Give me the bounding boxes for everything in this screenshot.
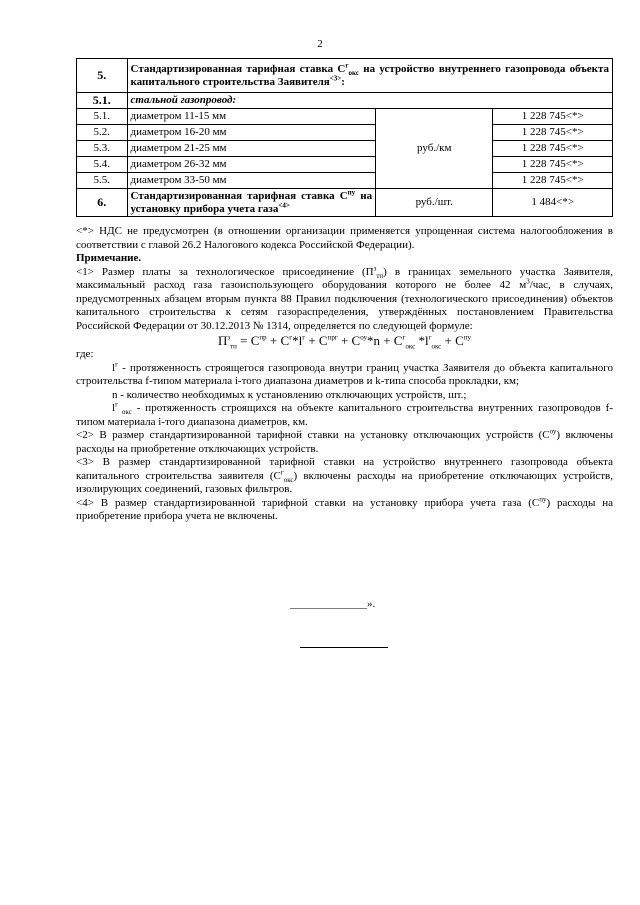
closing-line: ______________». <box>290 598 376 610</box>
row-description: диаметром 21-25 мм <box>127 141 376 157</box>
vat-note: <*> НДС не предусмотрен (в отношении организации применяется упрощенная система налогообложения в соответствии с главой 26.2 Налогового кодекса Российской Федерации). <box>76 225 613 251</box>
table-row <box>77 125 613 141</box>
value-cell: 1 484<*> <box>493 189 613 217</box>
table-row <box>77 157 613 173</box>
notes-section <box>76 225 613 524</box>
row-description: диаметром 16-20 мм <box>127 125 376 141</box>
value-cell: 1 228 745<*> <box>493 141 613 157</box>
note-4: <4> В размер стандартизированной тарифной ставки на установку прибора учета газа $(С^{пу})$ расходы на приобретение прибора учета не включены. <box>76 494 614 522</box>
row-number: 5.5. <box>77 173 128 189</box>
row-description: диаметром 33-50 мм <box>127 173 376 189</box>
row-number: 6. <box>77 189 128 217</box>
note-3: <3> В размер стандартизированной тарифной ставки на устройство внутреннего газопровода объекта капитального строительства заявителя $(С^г_{окс})$ включены расходы на приобретение отключающих устройств, изолирующих соединений, газовых фильтров. <box>76 456 613 495</box>
table-row <box>77 173 613 189</box>
where-label: где: <box>76 348 94 360</box>
unit-cell: руб./шт. <box>376 189 493 217</box>
row-description: диаметром 26-32 мм <box>127 157 376 173</box>
value-cell: 1 228 745<*> <box>493 173 613 189</box>
row-number: 5.1. <box>77 109 128 125</box>
row-number: 5.1. <box>77 93 128 109</box>
definition-2: n - количество необходимых к установлению отключающих устройств, шт.; <box>112 388 467 401</box>
row-number: 5.4. <box>77 157 128 173</box>
table-row <box>77 93 613 109</box>
row-number: 5.3. <box>77 141 128 157</box>
table-row <box>77 59 613 93</box>
row-description: диаметром 11-15 мм <box>127 109 376 125</box>
unit-cell: руб./км <box>376 109 493 189</box>
value-cell: 1 228 745<*> <box>493 109 613 125</box>
page-number: 2 <box>317 38 323 50</box>
row-number: 5.2. <box>77 125 128 141</box>
definition-1: $l^г$ - протяженность строящегося газопровода внутри границ участка Заявителя до объекта капитального строительства f-типом материала i-того диапазона диаметров и k-типа способа прокладки, км; <box>76 359 613 387</box>
table-row <box>77 189 613 217</box>
value-cell: 1 228 745<*> <box>493 157 613 173</box>
formula: $П^з_{тп} = С^{пр} + С^г*l^г + С^{прг} + С^{оу}*n + С^г_{окс}$ $*l^г_{окс} + С^{пу}$ <box>217 333 472 351</box>
row-description: Стандартизированная тарифная ставка $С^г_{окс}$ на устройство внутреннего газопровода объекта капитального строительства Заявителя$^{<3>}$: <box>127 59 612 93</box>
note-2: <2> В размер стандартизированной тарифной ставки на установку отключающих устройств $(С^{оу})$ включены расходы на приобретение отключающих устройств. <box>76 427 614 455</box>
row-description: стальной газопровод: <box>127 93 612 109</box>
definition-3: $l^г$ $_{окс}$ - протяженность строящихся на объекте капитального строительства внутренних газопроводов f-типом материала i-того диапазона диаметров, км. <box>76 400 613 428</box>
table-row <box>77 109 613 125</box>
note-1: <1> Размер платы за технологическое присоединение $(П^з_{тп})$ в границах земельного участка Заявителя, максимальный расход газа газоиспользующего оборудования которого не более 42 $м^3$/час, в случаях, предусмотренных абзацем вторым пункта 88 Правил подключения (технологического присоединения) объектов капитального строительства к сетям газораспределения, утверждённых постановлением Правительства Российской Федерации от 30.12.2013 № 1314, определяется по следующей формуле: <box>76 263 613 332</box>
row-number: 5. <box>77 59 128 93</box>
table-row <box>77 141 613 157</box>
tariff-table <box>76 58 613 217</box>
divider <box>300 647 388 648</box>
value-cell: 1 228 745<*> <box>493 125 613 141</box>
notes-header: Примечание. <box>76 252 142 264</box>
row-description: Стандартизированная тарифная ставка $С^{пу}$ на установку прибора учета газа$^{<4>}$ <box>127 189 376 217</box>
